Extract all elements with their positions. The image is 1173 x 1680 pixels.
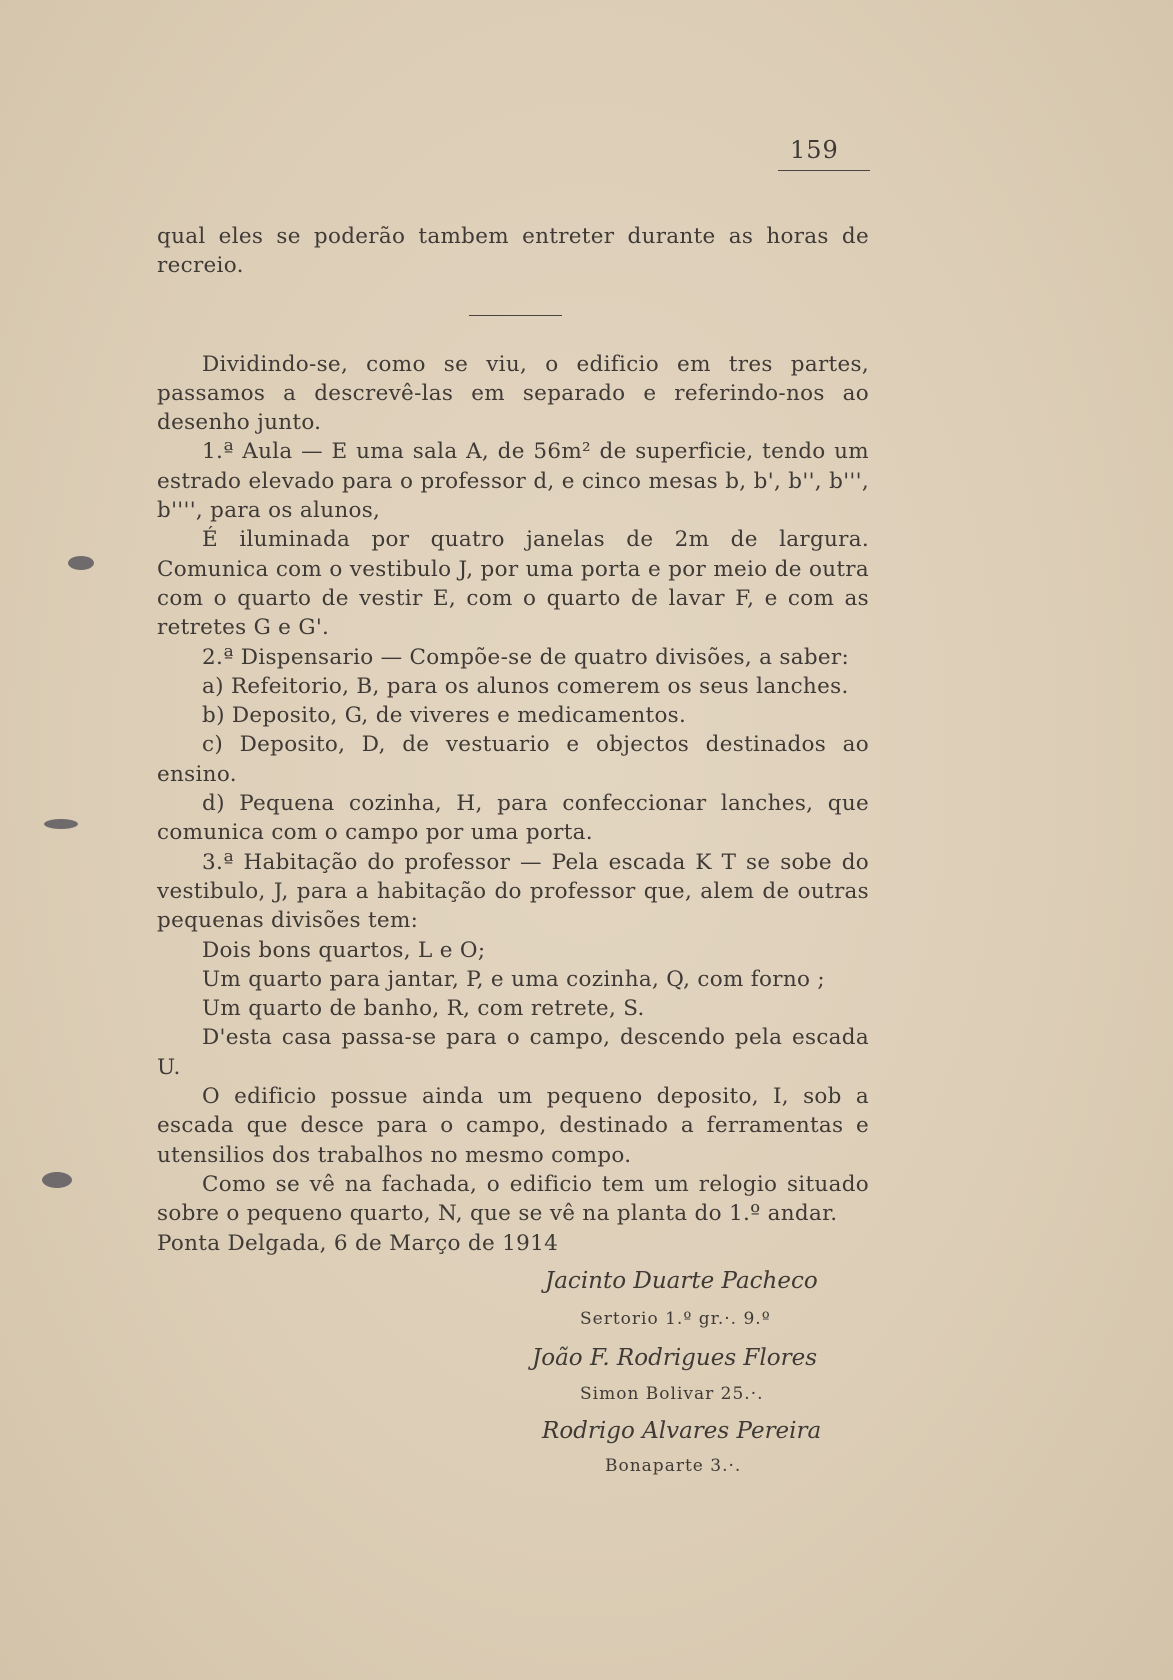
place-date: Ponta Delgada, 6 de Março de 1914 <box>157 1230 559 1256</box>
list-item: b) Deposito, G, de viveres e medicamentos. <box>202 703 687 729</box>
paragraph: 2.ª Dispensario — Compõe-se de quatro divisões, a saber: <box>202 644 850 670</box>
signature-title: Simon Bolivar 25.·. <box>580 1384 764 1404</box>
paragraph: qual eles se poderão tambem entreter durante as horas de recreio. <box>157 224 869 279</box>
binding-hole-mark <box>68 556 94 570</box>
list-item: a) Refeitorio, B, para os alunos comerem os seus lanches. <box>202 673 849 699</box>
paragraph: 1.ª Aula — E uma sala A, de 56m² de superficie, tendo um estrado elevado para o professor d, e cinco mesas b, b', b'', b''', b'''', para os alunos, <box>157 439 869 524</box>
paragraph: 3.ª Habitação do professor — Pela escada K T se sobe do vestibulo, J, para a habitação do professor que, alem de outras pequenas divisões tem: <box>157 849 869 934</box>
paragraph: Como se vê na fachada, o edificio tem um relogio situado sobre o pequeno quarto, N, que se vê na planta do 1.º andar. <box>157 1171 869 1227</box>
signature-title: Bonaparte 3.·. <box>605 1456 742 1476</box>
paragraph: D'esta casa passa-se para o campo, descendo pela escada U. <box>157 1025 869 1080</box>
list-item: Dois bons quartos, L e O; <box>202 937 486 963</box>
paragraph: O edificio possue ainda um pequeno deposito, I, sob a escada que desce para o campo, destinado a ferramentas e utensilios dos trabalhos no mesmo compo. <box>157 1084 869 1168</box>
binding-hole-mark <box>42 1172 72 1188</box>
list-item: c) Deposito, D, de vestuario e objectos destinados ao ensino. <box>157 732 869 787</box>
signature-name: João F. Rodrigues Flores <box>532 1345 818 1371</box>
section-divider <box>469 315 562 316</box>
page-number-underline <box>778 170 870 171</box>
paragraph: É iluminada por quatro janelas de 2m de largura. Comunica com o vestibulo J, por uma porta e por meio de outra com o quarto de vestir E, com o quarto de lavar F, e com as retretes G e G'. <box>157 527 869 641</box>
paragraph: Dividindo-se, como se viu, o edificio em tres partes, passamos a descrevê-las em separado e referindo-nos ao desenho junto. <box>157 351 869 436</box>
list-item: Um quarto para jantar, P, e uma cozinha, Q, com forno ; <box>202 966 825 992</box>
body-text <box>157 222 869 1258</box>
signature-title: Sertorio 1.º gr.·. 9.º <box>580 1309 771 1329</box>
list-item: Um quarto de banho, R, com retrete, S. <box>202 996 645 1022</box>
page-number: 159 <box>790 136 839 164</box>
signature-name: Jacinto Duarte Pacheco <box>545 1268 818 1294</box>
signature-name: Rodrigo Alvares Pereira <box>542 1418 822 1444</box>
list-item: d) Pequena cozinha, H, para confeccionar lanches, que comunica com o campo por uma porta. <box>157 791 869 846</box>
binding-hole-mark <box>44 819 78 829</box>
